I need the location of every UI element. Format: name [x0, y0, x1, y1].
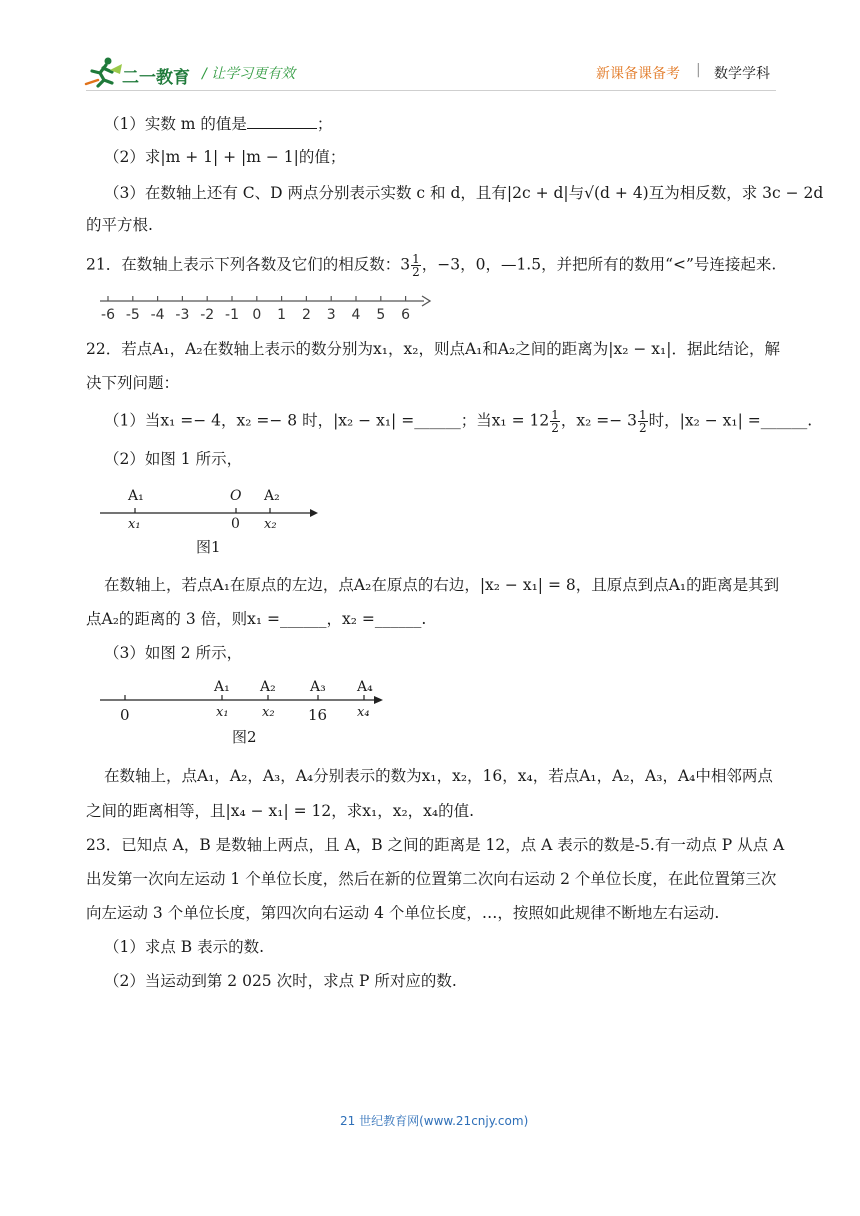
- fig2-caption: 图2: [232, 728, 257, 746]
- q20-part1: （1）实数 m 的值是 ；: [104, 112, 332, 135]
- number-line-tick-label: -1: [225, 307, 239, 322]
- fraction: $\frac{1}{2}$: [412, 252, 420, 279]
- q23-line3: 向左运动 3 个单位长度，第四次向右运动 4 个单位长度，…，按照如此规律不断地左右运动.: [86, 904, 720, 922]
- q22-part2-text-line2: 点A₂的距离的 3 倍，则x₁ =______，x₂ =______.: [86, 610, 427, 628]
- q23-line2: 出发第一次向左运动 1 个单位长度，然后在新的位置第二次向右运动 2 个单位长度，在此位置第三次: [86, 870, 777, 888]
- fig2-label-x1: x₁: [216, 705, 229, 720]
- number-line-tick-label: 3: [326, 307, 336, 322]
- header-course-label: 新课备课备考: [596, 66, 680, 82]
- number-line-tick-label: 4: [351, 307, 361, 322]
- q23-part1: （1）求点 B 表示的数.: [104, 938, 265, 956]
- q22-part2-text-line1: 在数轴上，若点A₁在原点的左边，点A₂在原点的右边，|x₂ − x₁| = 8，且原点到点A₁的距离是其到: [104, 576, 780, 594]
- number-line-tick-label: 5: [376, 307, 386, 322]
- footer-site: 21 世纪教育网(www.21cnjy.com): [340, 1114, 529, 1128]
- header-subject: 数学学科: [714, 66, 770, 82]
- q20-part3-line1: （3）在数轴上还有 C、D 两点分别表示实数 c 和 d，且有|2c + d|与√(d + 4)互为相反数，求 3c − 2d: [104, 184, 824, 202]
- q22-part3-text-line2: 之间的距离相等，且|x₄ − x₁| = 12，求x₁，x₂，x₄的值.: [86, 802, 475, 820]
- fig1-label-x1: x₁: [128, 517, 141, 532]
- q22-part3-text-line1: 在数轴上，点A₁，A₂，A₃，A₄分别表示的数为x₁，x₂，16，x₄，若点A₁，A₂，A₃，A₄中相邻两点: [104, 767, 773, 785]
- q22-intro-line1: 22．若点A₁，A₂在数轴上表示的数分别为x₁，x₂，则点A₁和A₂之间的距离为|x₂ − x₁|．据此结论，解: [86, 340, 780, 358]
- q21-text: 21．在数轴上表示下列各数及它们的相反数：3 $\frac{1}{2}$ ，−3，0，—1.5，并把所有的数用“<”号连接起来.: [86, 252, 777, 279]
- fig2-label-a1: A₁: [214, 679, 230, 695]
- fig1-label-zero: 0: [231, 516, 240, 532]
- fig2-label-x2: x₂: [262, 705, 275, 720]
- fig2-label-a3: A₃: [310, 679, 326, 695]
- slogan: / 让学习更有效: [202, 66, 296, 82]
- q23-line1: 23．已知点 A，B 是数轴上两点，且 A，B 之间的距离是 12，点 A 表示的数是-5.有一动点 P 从点 A: [86, 836, 785, 854]
- fig2-label-a2: A₂: [260, 679, 276, 695]
- number-line-tick-label: -5: [125, 307, 140, 322]
- number-line-tick-label: -2: [200, 307, 215, 322]
- number-line-tick-label: -6: [101, 307, 115, 322]
- q23-part2: （2）当运动到第 2 025 次时，求点 P 所对应的数.: [104, 972, 457, 990]
- number-line-tick-label: -4: [150, 307, 165, 322]
- number-line-tick-label: 6: [401, 307, 411, 322]
- fig2-label-zero: 0: [120, 706, 130, 724]
- runner-logo-icon: [84, 56, 124, 88]
- fig1-label-x2: x₂: [264, 517, 277, 532]
- fig2-label-16: 16: [308, 706, 328, 724]
- q22-part1: （1）当x₁ =− 4，x₂ =− 8 时，|x₂ − x₁| =______；当x₁ = 12 $\frac{1}{2}$ ，x₂ =− 3 $\frac{1}{2}$ 时，|x₂ − x₁| =______.: [104, 408, 813, 435]
- fig1-label-a2: A₂: [264, 488, 280, 504]
- fig2-label-x4: x₄: [357, 705, 370, 720]
- fig2-label-a4: A₄: [357, 679, 373, 695]
- q22-part3: （3）如图 2 所示，: [104, 644, 243, 662]
- q20-part3-line2: 的平方根.: [86, 216, 153, 234]
- q20-part2: （2）求|m + 1| + |m − 1|的值；: [104, 148, 346, 166]
- q22-intro-line2: 决下列问题：: [86, 374, 180, 392]
- logo-text: 二一教育: [122, 68, 190, 88]
- q21-number-line: [96, 288, 436, 322]
- fig1-label-a1: A₁: [128, 488, 144, 504]
- fig1-caption: 图1: [196, 538, 221, 556]
- fig2-axis: [100, 692, 390, 708]
- header-rule: [86, 90, 776, 91]
- number-line-tick-label: -3: [175, 307, 190, 322]
- number-line-tick-label: 2: [301, 307, 311, 322]
- fig1-label-o: O: [230, 488, 242, 504]
- header-divider: |: [696, 62, 701, 78]
- number-line-tick-label: 1: [277, 307, 287, 322]
- number-line-tick-label: 0: [252, 307, 262, 322]
- q22-part2: （2）如图 1 所示，: [104, 450, 243, 468]
